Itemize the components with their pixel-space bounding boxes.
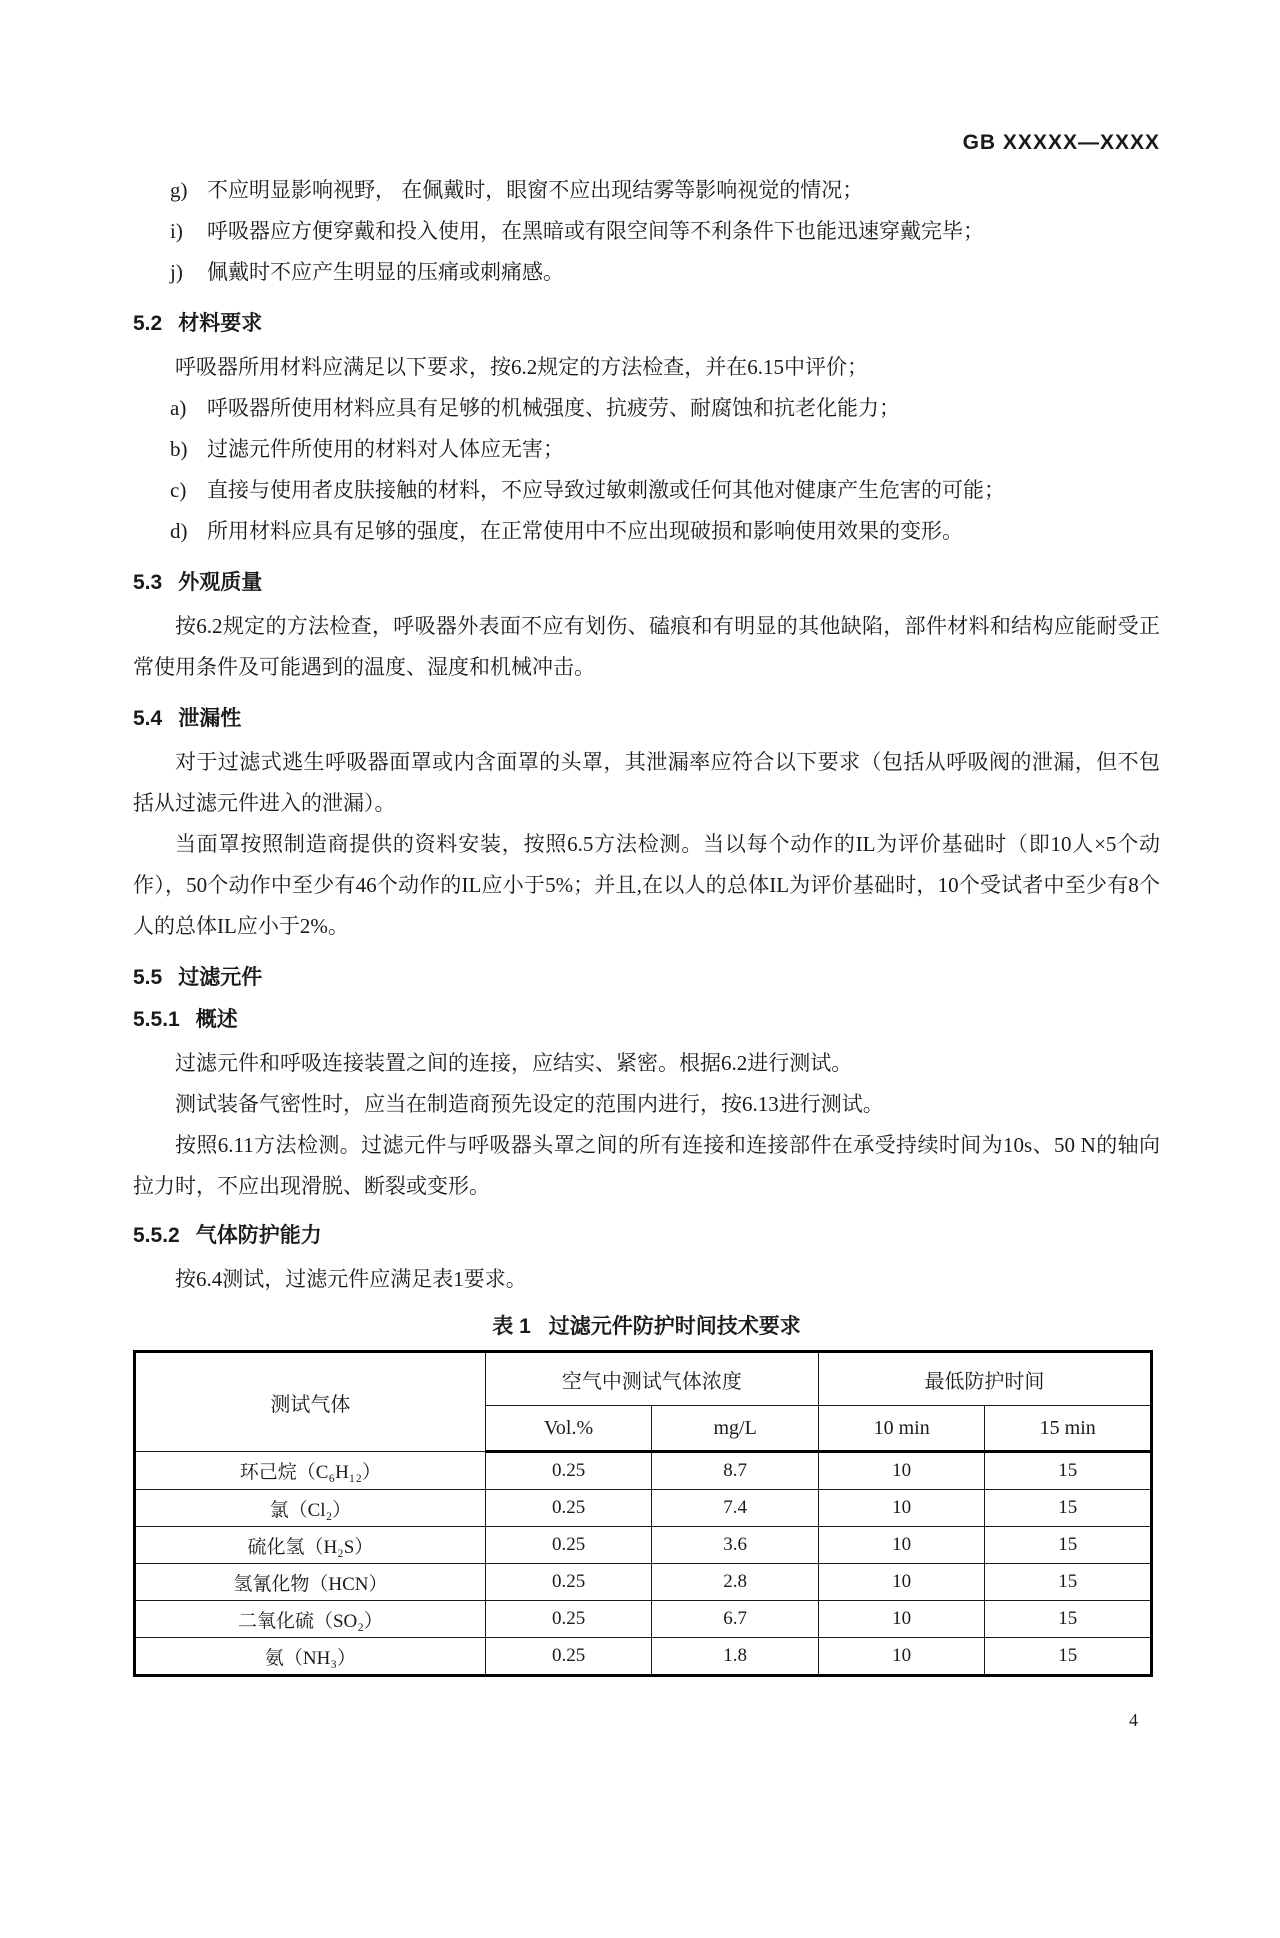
table-row [135, 1527, 1152, 1564]
paragraph: 按6.2规定的方法检查，呼吸器外表面不应有划伤、磕痕和有明显的其他缺陷，部件材料和结构应能耐受正常使用条件及可能遇到的温度、湿度和机械冲击。 [133, 614, 1160, 679]
paragraph: 对于过滤式逃生呼吸器面罩或内含面罩的头罩，其泄漏率应符合以下要求（包括从呼吸阀的泄漏，但不包括从过滤元件进入的泄漏）。 [133, 750, 1160, 815]
cell-15min: 15 [985, 1601, 1152, 1638]
paragraph: 过滤元件和呼吸连接装置之间的连接，应结实、紧密。根据6.2进行测试。 [175, 1051, 853, 1075]
item-label: c) [170, 478, 187, 502]
paragraph: 按6.4测试，过滤元件应满足表1要求。 [175, 1267, 527, 1291]
standard-number: GB XXXXX—XXXX [962, 131, 1160, 154]
header-cell-10min: 10 min [818, 1406, 985, 1452]
item-text: 过滤元件所使用的材料对人体应无害； [207, 437, 564, 461]
section-number: 5.4 [133, 707, 163, 730]
cell-mgl: 1.8 [652, 1638, 819, 1676]
cell-10min: 10 [818, 1638, 985, 1676]
table-caption-text: 过滤元件防护时间技术要求 [548, 1315, 801, 1338]
header-cell-mgl: mg/L [652, 1406, 819, 1452]
section-heading-5-5 [133, 965, 1160, 991]
section-number: 5.2 [133, 312, 163, 335]
paragraph: 当面罩按照制造商提供的资料安装，按照6.5方法检测。当以每个动作的IL为评价基础时（即10人×5个动作），50个动作中至少有46个动作的IL应小于5%；并且,在以人的总体IL为评价基础时，10个受试者中至少有8个人的总体IL应小于2%。 [133, 832, 1160, 938]
table-row [135, 1564, 1152, 1601]
item-text: 呼吸器所使用材料应具有足够的机械强度、抗疲劳、耐腐蚀和抗老化能力； [207, 396, 900, 420]
table-row [135, 1452, 1152, 1490]
document-page [133, 128, 1160, 1735]
section-title: 气体防护能力 [195, 1224, 322, 1247]
section-number: 5.5.1 [133, 1008, 180, 1031]
table-caption [133, 1314, 1160, 1340]
list-item-c [133, 470, 1160, 511]
cell-10min: 10 [818, 1601, 985, 1638]
header-cell-gas: 测试气体 [135, 1352, 486, 1452]
cell-gas: 环己烷（C₆H₁₂） [135, 1452, 486, 1490]
item-label: g) [170, 178, 188, 202]
table-row [135, 1601, 1152, 1638]
paragraph: 呼吸器所用材料应满足以下要求，按6.2规定的方法检查，并在6.15中评价； [175, 355, 868, 379]
protection-time-table [133, 1350, 1153, 1677]
list-item-j [133, 252, 1160, 293]
cell-15min: 15 [985, 1452, 1152, 1490]
cell-vol: 0.25 [485, 1638, 652, 1676]
section-title: 概述 [195, 1008, 238, 1031]
section-title: 泄漏性 [178, 707, 242, 730]
paragraph: 按照6.11方法检测。过滤元件与呼吸器头罩之间的所有连接和连接部件在承受持续时间为10s、50 N的轴向拉力时，不应出现滑脱、断裂或变形。 [133, 1133, 1160, 1198]
cell-gas: 二氧化硫（SO₂） [135, 1601, 486, 1638]
cell-mgl: 8.7 [652, 1452, 819, 1490]
cell-vol: 0.25 [485, 1601, 652, 1638]
section-title: 外观质量 [178, 571, 263, 594]
material-requirement-list [133, 388, 1160, 552]
cell-vol: 0.25 [485, 1452, 652, 1490]
paragraph: 测试装备气密性时，应当在制造商预先设定的范围内进行，按6.13进行测试。 [175, 1092, 884, 1116]
cell-15min: 15 [985, 1564, 1152, 1601]
item-text: 不应明显影响视野， 在佩戴时，眼窗不应出现结雾等影响视觉的情况； [207, 178, 864, 202]
cell-gas: 氨（NH₃） [135, 1638, 486, 1676]
table-header-row-1 [135, 1352, 1152, 1406]
page-number: 4 [1129, 1710, 1138, 1730]
cell-mgl: 7.4 [652, 1490, 819, 1527]
list-item-i [133, 211, 1160, 252]
section-title: 材料要求 [178, 312, 263, 335]
table-row [135, 1490, 1152, 1527]
cell-gas: 硫化氢（H₂S） [135, 1527, 486, 1564]
cell-15min: 15 [985, 1490, 1152, 1527]
section-number: 5.5.2 [133, 1224, 180, 1247]
section-heading-5-2 [133, 311, 1160, 337]
cell-gas: 氢氰化物（HCN） [135, 1564, 486, 1601]
item-label: j) [170, 260, 183, 284]
cell-mgl: 3.6 [652, 1527, 819, 1564]
item-label: b) [170, 437, 188, 461]
cell-10min: 10 [818, 1490, 985, 1527]
table-row [135, 1638, 1152, 1676]
item-text: 呼吸器应方便穿戴和投入使用，在黑暗或有限空间等不利条件下也能迅速穿戴完毕； [207, 219, 984, 243]
item-label: i) [170, 219, 183, 243]
cell-vol: 0.25 [485, 1490, 652, 1527]
header-cell-15min: 15 min [985, 1406, 1152, 1452]
item-label: a) [170, 396, 187, 420]
section-number: 5.3 [133, 571, 163, 594]
cell-15min: 15 [985, 1638, 1152, 1676]
item-text: 直接与使用者皮肤接触的材料，不应导致过敏刺激或任何其他对健康产生危害的可能； [207, 478, 1005, 502]
cell-gas: 氯（Cl₂） [135, 1490, 486, 1527]
section-heading-5-3 [133, 570, 1160, 596]
item-label: d) [170, 519, 188, 543]
list-item-d [133, 511, 1160, 552]
list-item-a [133, 388, 1160, 429]
section-heading-5-5-1 [133, 1007, 1160, 1033]
section-heading-5-5-2 [133, 1223, 1160, 1249]
list-item-g [133, 170, 1160, 211]
cell-15min: 15 [985, 1527, 1152, 1564]
header-cell-concentration: 空气中测试气体浓度 [485, 1352, 818, 1406]
header-cell-vol: Vol.% [485, 1406, 652, 1452]
cell-mgl: 2.8 [652, 1564, 819, 1601]
item-text: 佩戴时不应产生明显的压痛或刺痛感。 [207, 260, 564, 284]
list-item-b [133, 429, 1160, 470]
section-number: 5.5 [133, 966, 163, 989]
cell-vol: 0.25 [485, 1527, 652, 1564]
cell-vol: 0.25 [485, 1564, 652, 1601]
section-title: 过滤元件 [178, 966, 263, 989]
table-caption-label: 表 1 [492, 1315, 531, 1338]
cell-10min: 10 [818, 1564, 985, 1601]
cell-10min: 10 [818, 1527, 985, 1564]
header-cell-protection: 最低防护时间 [818, 1352, 1151, 1406]
section-heading-5-4 [133, 706, 1160, 732]
cell-mgl: 6.7 [652, 1601, 819, 1638]
cell-10min: 10 [818, 1452, 985, 1490]
intro-list [133, 170, 1160, 293]
item-text: 所用材料应具有足够的强度，在正常使用中不应出现破损和影响使用效果的变形。 [207, 519, 963, 543]
